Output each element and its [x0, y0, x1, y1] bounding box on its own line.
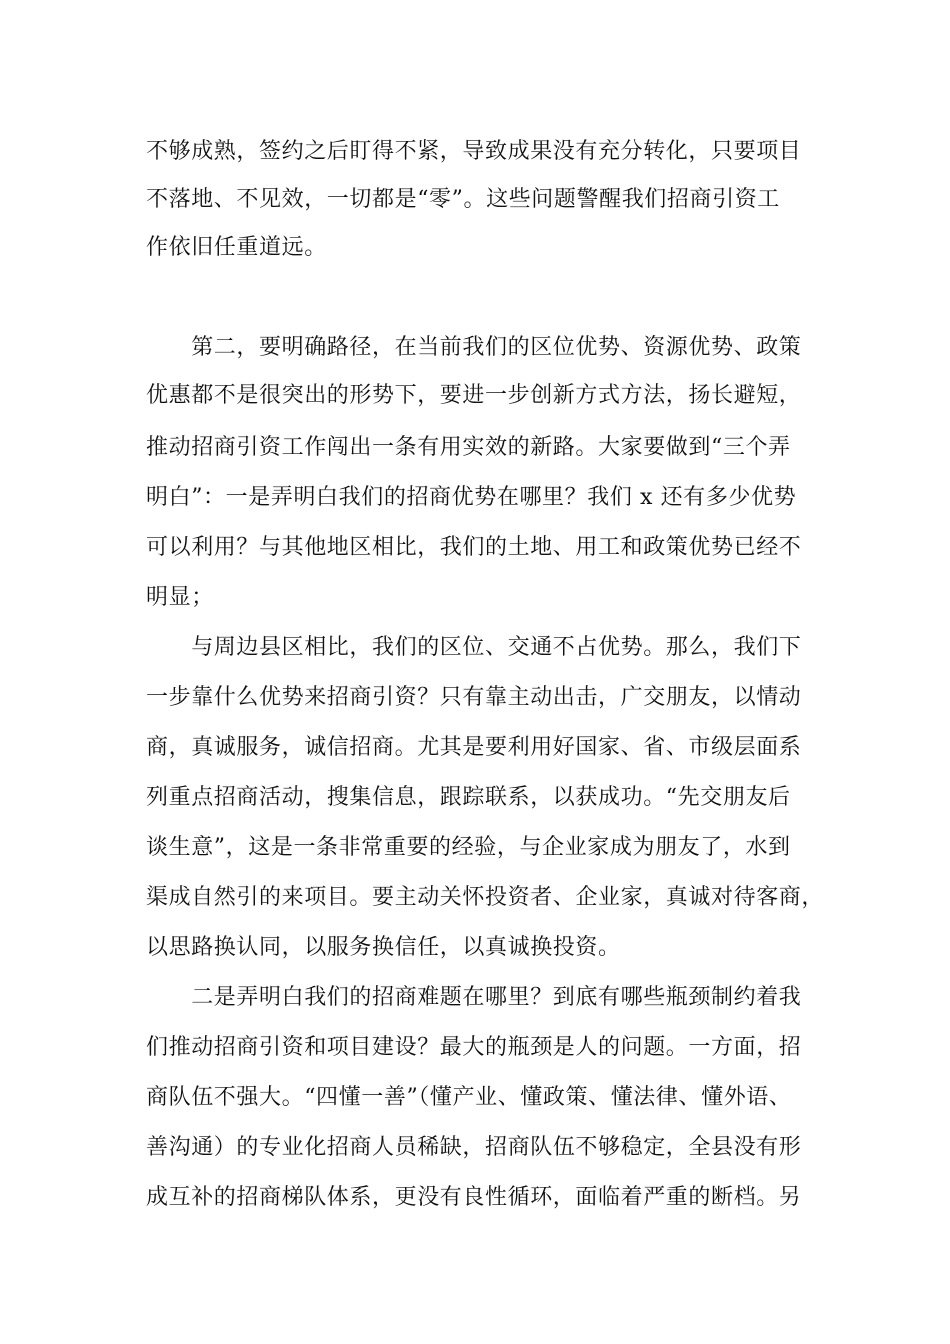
text-line-7: 明白”：一是弄明白我们的招商优势在哪里？我们 x 还有多少优势	[146, 485, 797, 510]
text-line-13: 列重点招商活动，搜集信息，跟踪联系，以获成功。“先交朋友后	[146, 785, 791, 810]
text-line-16: 以思路换认同，以服务换信任，以真诚换投资。	[146, 935, 621, 960]
text-line-5: 优惠都不是很突出的形势下，要进一步创新方式方法，扬长避短，	[146, 383, 802, 408]
text-line-19: 商队伍不强大。“四懂一善”（懂产业、懂政策、懂法律、懂外语、	[146, 1085, 792, 1110]
text-line-21: 成互补的招商梯队体系，更没有良性循环，面临着严重的断档。另	[146, 1185, 802, 1210]
text-line-14: 谈生意”，这是一条非常重要的经验，与企业家成为朋友了，水到	[146, 835, 791, 860]
text-line-4: 第二，要明确路径，在当前我们的区位优势、资源优势、政策	[146, 335, 802, 360]
text-line-8: 可以利用？与其他地区相比，我们的土地、用工和政策优势已经不	[146, 535, 802, 560]
text-line-9: 明显；	[146, 585, 214, 610]
text-line-6: 推动招商引资工作闯出一条有用实效的新路。大家要做到“三个弄	[146, 435, 791, 460]
text-line-15: 渠成自然引的来项目。要主动关怀投资者、企业家，真诚对待客商，	[146, 885, 825, 910]
text-line-10: 与周边县区相比，我们的区位、交通不占优势。那么，我们下	[146, 635, 802, 660]
text-line-3: 作依旧任重道远。	[146, 235, 327, 260]
text-line-17: 二是弄明白我们的招商难题在哪里？到底有哪些瓶颈制约着我	[146, 985, 802, 1010]
text-line-11: 一步靠什么优势来招商引资？只有靠主动出击，广交朋友，以情动	[146, 685, 802, 710]
text-line-20: 善沟通）的专业化招商人员稀缺，招商队伍不够稳定，全县没有形	[146, 1135, 802, 1160]
text-line-18: 们推动招商引资和项目建设？最大的瓶颈是人的问题。一方面，招	[146, 1035, 802, 1060]
text-line-12: 商，真诚服务，诚信招商。尤其是要利用好国家、省、市级层面系	[146, 735, 802, 760]
text-line-1: 不够成熟，签约之后盯得不紧，导致成果没有充分转化，只要项目	[146, 139, 802, 164]
text-line-2: 不落地、不见效，一切都是“零”。这些问题警醒我们招商引资工	[146, 187, 780, 212]
